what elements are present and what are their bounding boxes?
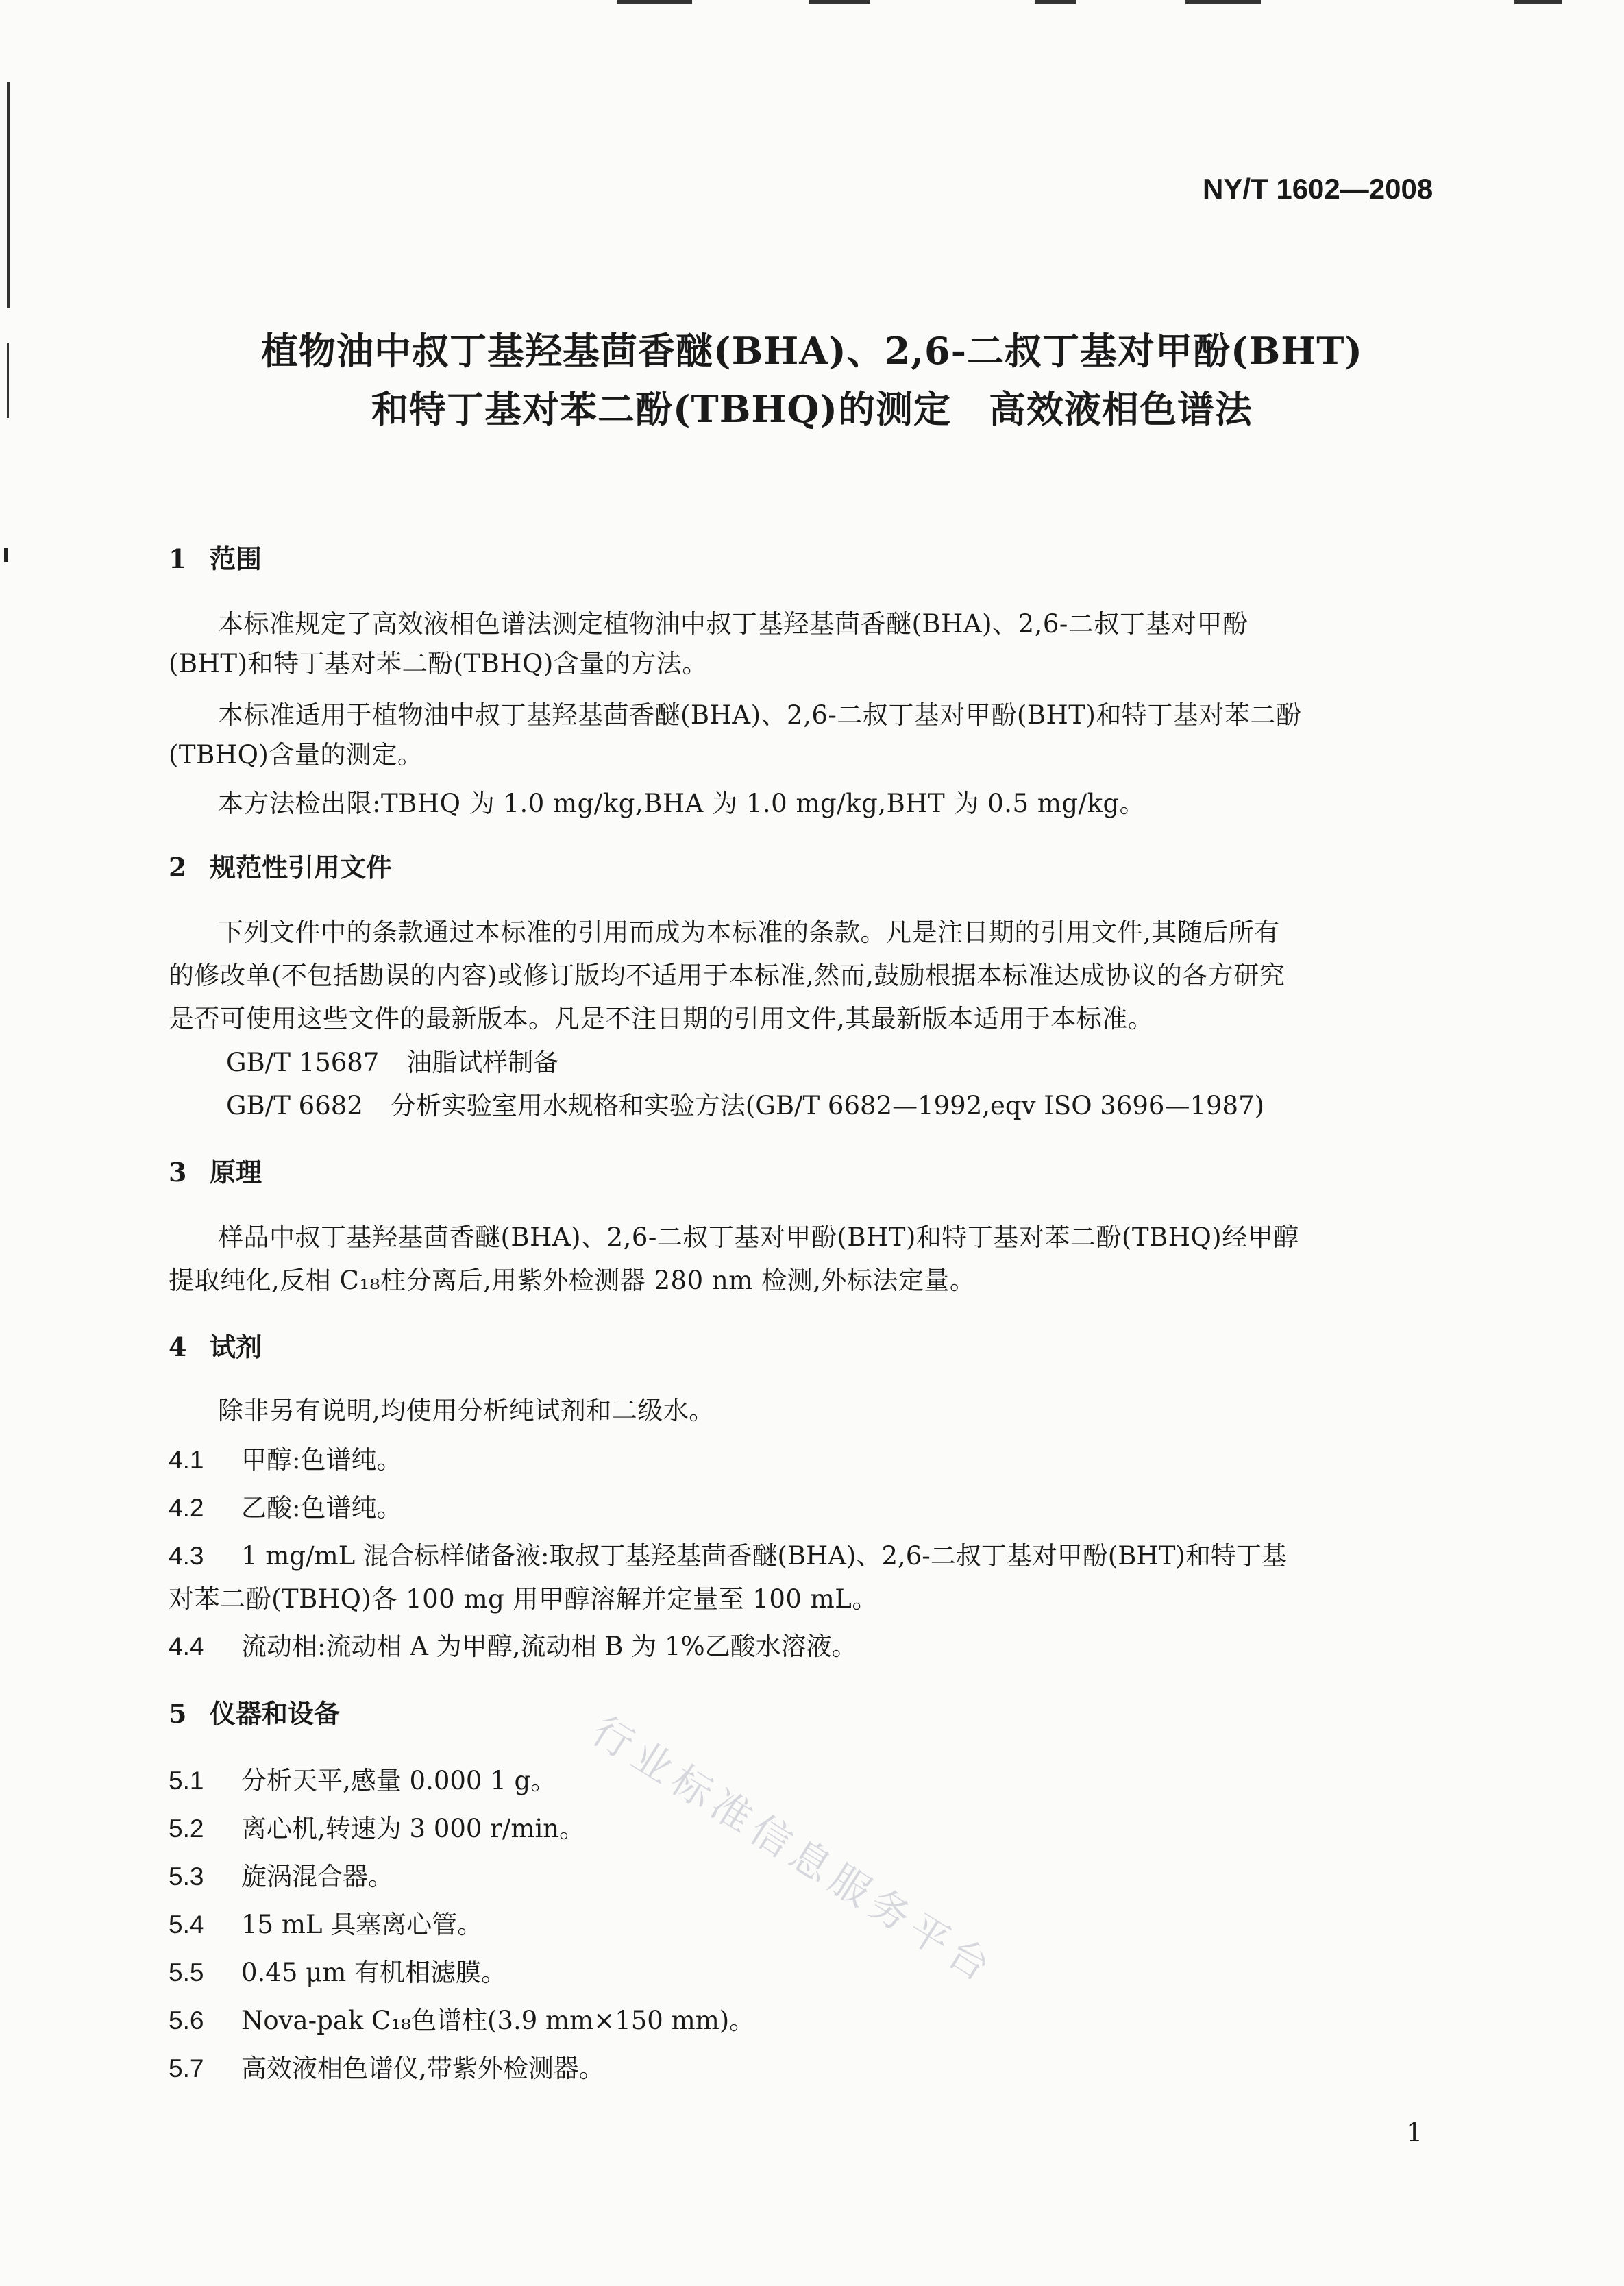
section-heading-scope: 1 范围 (169, 543, 262, 574)
document-number: NY/T 1602—2008 (1203, 173, 1434, 205)
scan-edge-line (7, 82, 10, 308)
scan-top-mark (1185, 0, 1261, 4)
scan-top-mark (1514, 0, 1562, 4)
page-number: 1 (1406, 2117, 1423, 2148)
watermark: 行业标准信息服务平台 (584, 1707, 1004, 1994)
reference-item: GB/T 6682 分析实验室用水规格和实验方法(GB/T 6682—1992,eqv ISO 3696—1987) (226, 1091, 1265, 1120)
section-heading-reagents: 4 试剂 (169, 1331, 262, 1362)
section-heading-principle: 3 原理 (169, 1157, 262, 1188)
scan-top-mark (1035, 0, 1076, 4)
paragraph: 本方法检出限:TBHQ 为 1.0 mg/kg,BHA 为 1.0 mg/kg,BHT 为 0.5 mg/kg。 (218, 789, 1146, 818)
scan-top-mark (809, 0, 870, 4)
paragraph: 本标准适用于植物油中叔丁基羟基茴香醚(BHA)、2,6-二叔丁基对甲酚(BHT)和特丁基对苯二酚 (218, 700, 1302, 730)
reference-item: GB/T 15687 油脂试样制备 (226, 1048, 559, 1077)
paragraph: 的修改单(不包括勘误的内容)或修订版均不适用于本标准,然而,鼓励根据本标准达成协议的各方研究 (169, 961, 1285, 990)
list-item: 5.1 分析天平,感量 0.000 1 g。 (169, 1766, 556, 1795)
section-heading-normative-references: 2 规范性引用文件 (169, 852, 393, 883)
paragraph: 提取纯化,反相 C₁₈柱分离后,用紫外检测器 280 nm 检测,外标法定量。 (169, 1266, 976, 1295)
paragraph: 除非另有说明,均使用分析纯试剂和二级水。 (218, 1396, 715, 1425)
list-item: 5.5 0.45 μm 有机相滤膜。 (169, 1958, 507, 1987)
list-item: 4.1 甲醇:色谱纯。 (169, 1445, 402, 1475)
paragraph: 样品中叔丁基羟基茴香醚(BHA)、2,6-二叔丁基对甲酚(BHT)和特丁基对苯二酚(TBHQ)经甲醇 (218, 1222, 1299, 1252)
list-item-continuation: 对苯二酚(TBHQ)各 100 mg 用甲醇溶解并定量至 100 mL。 (169, 1584, 878, 1614)
list-item: 4.2 乙酸:色谱纯。 (169, 1493, 402, 1523)
paragraph: (TBHQ)含量的测定。 (169, 740, 423, 770)
list-item: 5.6 Nova-pak C₁₈色谱柱(3.9 mm×150 mm)。 (169, 2006, 755, 2035)
title-line-1: 植物油中叔丁基羟基茴香醚(BHA)、2,6-二叔丁基对甲酚(BHT) (261, 329, 1363, 373)
title-line-2: 和特丁基对苯二酚(TBHQ)的测定 高效液相色谱法 (371, 387, 1253, 431)
paragraph: (BHT)和特丁基对苯二酚(TBHQ)含量的方法。 (169, 649, 708, 678)
scan-top-mark (617, 0, 692, 4)
paragraph: 下列文件中的条款通过本标准的引用而成为本标准的条款。凡是注日期的引用文件,其随后所有 (218, 918, 1280, 947)
section-heading-apparatus: 5 仪器和设备 (169, 1698, 341, 1729)
list-item: 5.7 高效液相色谱仪,带紫外检测器。 (169, 2054, 604, 2083)
list-item: 4.4 流动相:流动相 A 为甲醇,流动相 B 为 1%乙酸水溶液。 (169, 1632, 857, 1661)
paragraph: 本标准规定了高效液相色谱法测定植物油中叔丁基羟基茴香醚(BHA)、2,6-二叔丁基对甲酚 (218, 609, 1248, 639)
scan-edge-mark (4, 548, 8, 562)
list-item: 5.4 15 mL 具塞离心管。 (169, 1910, 483, 1939)
list-item: 5.2 离心机,转速为 3 000 r/min。 (169, 1814, 585, 1843)
list-item: 4.3 1 mg/mL 混合标样储备液:取叔丁基羟基茴香醚(BHA)、2,6-二叔丁基对甲酚(BHT)和特丁基 (169, 1541, 1287, 1571)
list-item: 5.3 旋涡混合器。 (169, 1862, 393, 1891)
paragraph: 是否可使用这些文件的最新版本。凡是不注日期的引用文件,其最新版本适用于本标准。 (169, 1004, 1154, 1033)
